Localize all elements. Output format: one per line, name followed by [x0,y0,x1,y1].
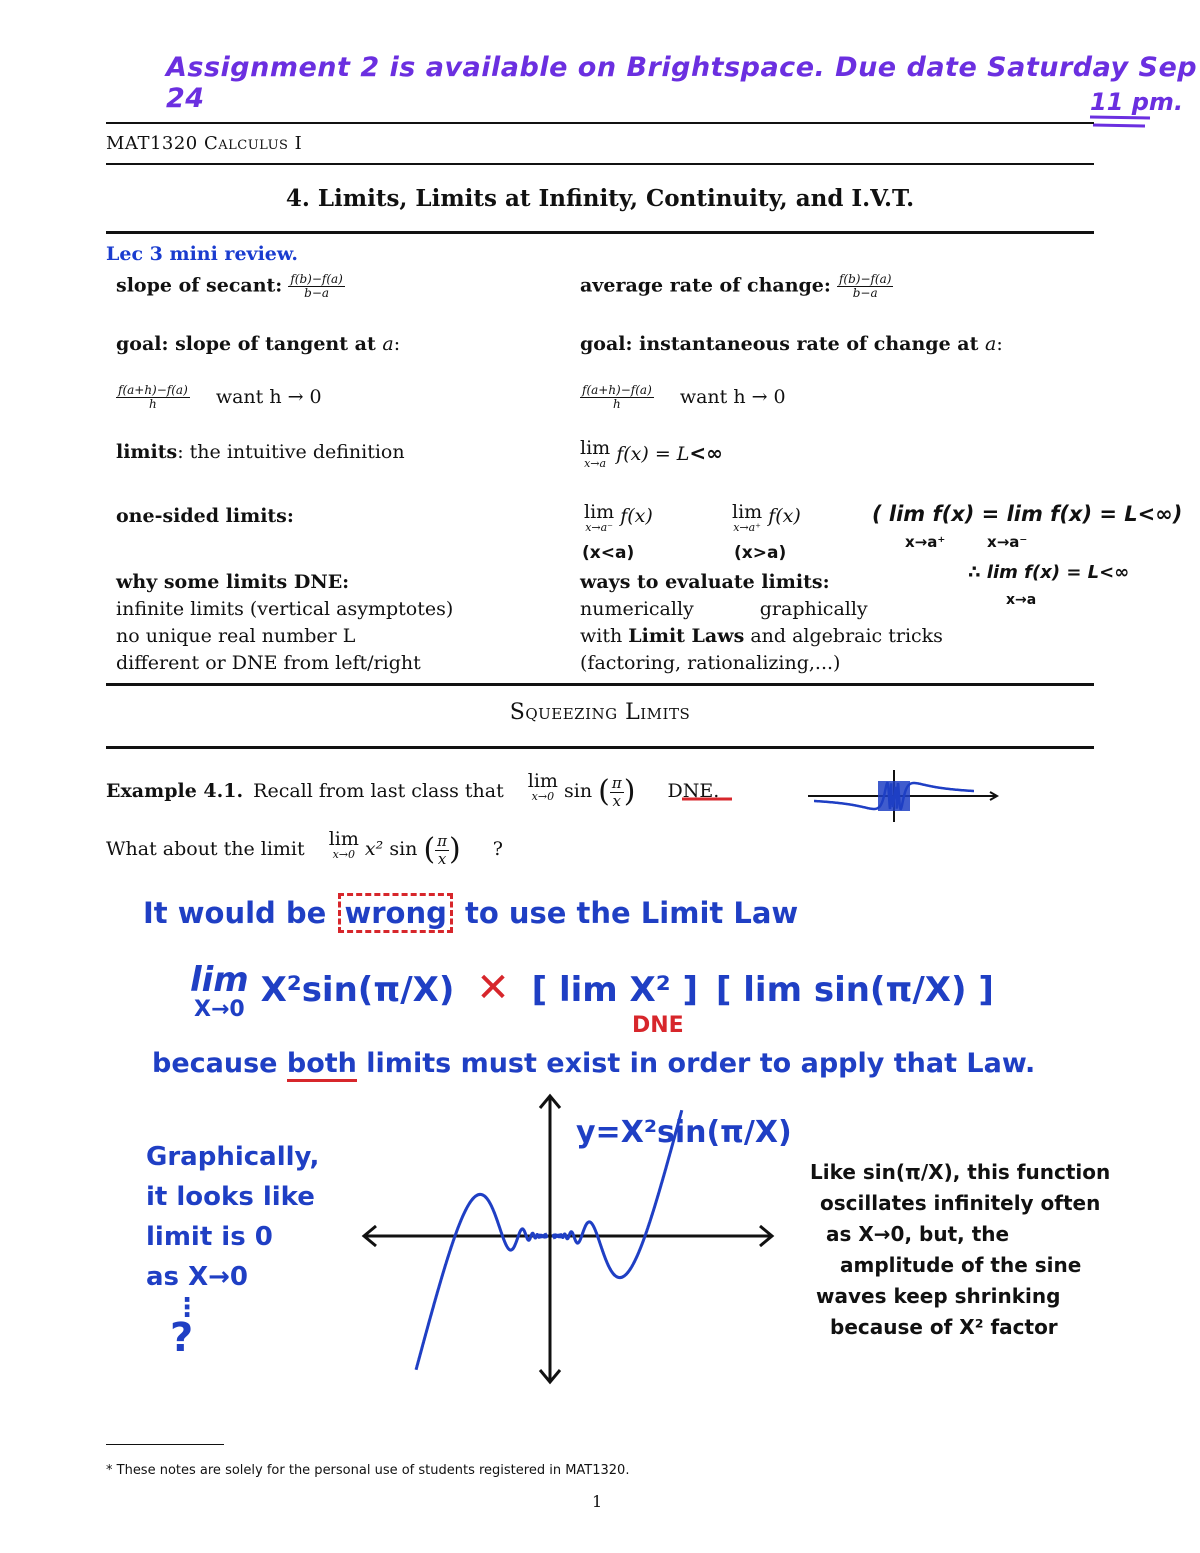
lim-operator [732,501,763,535]
right-note [810,1157,1110,1343]
left-note-line: Graphically, [146,1142,320,1172]
course-rule [106,163,1094,165]
hand-lim-sub: X→0 [194,997,245,1022]
left-note-line: limit is 0 [146,1222,273,1252]
sin: sin [564,780,593,802]
right-note-line: as X→0, but, the [826,1222,1010,1246]
h-quotient-right [580,384,786,411]
right-note-line: oscillates infinitely often [820,1191,1101,1215]
because-both: both [287,1048,357,1082]
hand-therefore-sub: x→a [1006,592,1037,608]
hand-equality: ( lim f(x) = lim f(x) = L<∞) [872,502,1183,526]
hand-lim [190,960,249,1025]
lim-sub: x→a⁻ [585,521,613,534]
paren-close: ) [623,774,636,809]
cross-icon: ✕ [476,965,510,1011]
hand-expr: X²sin(π/X) [260,970,455,1010]
dne-underline [680,794,736,804]
h-den: h [613,397,621,411]
dne-item: no unique real number L [116,625,356,647]
course-title: MAT1320 Calculus I [106,133,303,154]
pi: π [611,773,622,792]
section-title: Squeezing Limits [509,700,691,725]
paren-open: ( [423,832,436,867]
left-note-line: it looks like [146,1182,315,1212]
goal-tangent-text: goal: slope of tangent at [116,333,376,355]
assignment-note-line1: Assignment 2 is available on Brightspace. Due date Saturday Sep 24 [166,52,1198,114]
ways-laws-line [580,623,943,650]
right-note-line: amplitude of the sine [840,1253,1082,1277]
example-label: Example 4.1. [106,780,244,802]
question-mark: ? [492,838,503,860]
ways-with: with [580,625,623,647]
x: x [612,791,621,810]
because-text1: because [152,1048,278,1079]
goal-tangent [116,333,400,355]
wrong-text2: to use the Limit Law [464,896,799,930]
left-note-dots: ⋮ [174,1293,200,1323]
hand-left-cond: (x<a) [582,543,635,563]
section-rule [106,746,1094,749]
left-note [146,1137,320,1361]
lim-sub: x→a⁺ [733,521,761,534]
footnote-rule [106,1444,224,1445]
lim-word: lim [328,828,359,850]
left-note-line: as X→0 [146,1262,248,1292]
want-text: want h → 0 [679,385,786,408]
lim-word: lim [580,437,611,459]
limits-def [116,441,405,463]
h-fraction [580,384,654,411]
right-limit [732,501,801,535]
h-fraction [116,384,190,411]
hand-equation [190,960,994,1025]
h-den: h [149,397,157,411]
wrong-line [143,893,798,933]
hand-therefore: ∴ lim f(x) = L<∞ [968,562,1130,583]
colon: : [996,333,1003,355]
lim-operator [584,501,615,535]
assignment-underline [1085,112,1160,132]
wrong-text1: It would be [143,896,327,930]
wrong-word: wrong [338,893,452,933]
hand-dne: DNE [632,1013,684,1038]
lim-word: lim [584,501,615,523]
limit-notation [580,437,723,471]
secant-row [116,273,345,300]
right-note-line: waves keep shrinking [816,1284,1061,1308]
assignment-note [166,52,1200,114]
because-text2: limits must exist in order to apply that Law. [366,1048,1036,1079]
fx: f(x) [620,505,653,527]
var-a: a [985,333,997,355]
h-num: f(a+h)−f(a) [118,383,188,397]
pi-over-x [435,833,449,868]
hand-right-cond: (x>a) [734,543,787,563]
limits-label: limits [116,441,178,463]
colon: : [393,333,401,355]
ways-heading: ways to evaluate limits: [580,571,830,593]
left-note-question: ? [170,1315,194,1361]
lim-expr: f(x) = L [616,443,690,465]
lim-sub: x→a [584,457,607,470]
frac-den: b−a [304,286,330,300]
because-line [152,1048,1035,1079]
hand-lim-word: lim [190,960,249,1000]
dne-item: infinite limits (vertical asymptotes) [116,598,454,620]
h-quotient-left [116,384,322,411]
paren-open: ( [598,774,610,809]
ways-graph: graphically [759,598,868,620]
hand-less-inf: <∞ [689,441,723,465]
avg-rate-fraction [837,273,894,300]
avg-rate-row [580,273,893,300]
avg-rate-label: average rate of change: [580,274,831,297]
page-number: 1 [592,1492,603,1511]
paren-close: ) [449,832,461,867]
var-a: a [382,333,394,355]
lim-word: lim [732,501,763,523]
ways-rest: and algebraic tricks [750,625,943,647]
example-dne: DNE. [667,780,720,802]
right-note-line: Like sin(π/X), this function [810,1160,1111,1184]
lim-word: lim [527,770,558,792]
secant-label: slope of secant: [116,274,283,297]
review-rule [106,683,1094,686]
one-sided-label: one-sided limits: [116,505,294,527]
limits-rest: : the intuitive definition [177,441,405,463]
footnote: * These notes are solely for the personal use of students registered in MAT1320. [106,1463,630,1478]
frac-den: b−a [852,286,878,300]
ways-num: numerically [580,598,694,620]
left-limit [584,501,653,535]
ways-paren: (factoring, rationalizing,...) [580,652,841,674]
secant-fraction [288,273,345,300]
sin: sin [389,838,418,860]
dne-column [116,569,453,677]
goal-inst-text: goal: instantaneous rate of change at [580,333,979,355]
graph-label: y=X²sin(π/X) [576,1115,792,1150]
hand-rhs1: [ lim X² ] [531,970,699,1010]
example-line2 [106,828,503,868]
top-rule [106,122,1094,124]
example-text2: What about the limit [106,838,305,860]
assignment-note-time: 11 pm. [1090,88,1184,116]
review-heading: Lec 3 mini review. [106,243,298,265]
goal-inst [580,333,1003,355]
lim-operator [527,770,558,804]
hand-equality-sub: x→a⁺ x→a⁻ [905,533,1028,551]
pi-over-x [610,775,624,810]
title-rule [106,231,1094,234]
fx: f(x) [768,505,801,527]
example-line1 [106,770,720,810]
example-text1: Recall from last class that [253,780,504,802]
page-title: 4. Limits, Limits at Infinity, Continuity, and I.V.T. [285,185,915,212]
frac-num: f(b)−f(a) [290,272,343,286]
lim-sub: x→0 [332,848,355,861]
ways-methods [580,596,943,623]
x-squared: x² [364,838,384,860]
h-num: f(a+h)−f(a) [582,383,652,397]
hand-rhs2: [ lim sin(π/X) ] [715,970,994,1010]
want-text: want h → 0 [215,385,322,408]
lim-operator [580,437,611,471]
oscillation-sketch [806,766,1002,826]
ways-laws: Limit Laws [628,625,745,647]
lim-sub: x→0 [531,790,555,803]
frac-num: f(b)−f(a) [838,272,892,286]
pi: π [437,831,448,850]
x: x [437,849,447,868]
lim-operator [328,828,359,862]
right-note-line: because of X² factor [830,1315,1058,1339]
dne-heading: why some limits DNE: [116,571,350,593]
ways-column [580,569,943,677]
dne-item: different or DNE from left/right [116,652,421,674]
